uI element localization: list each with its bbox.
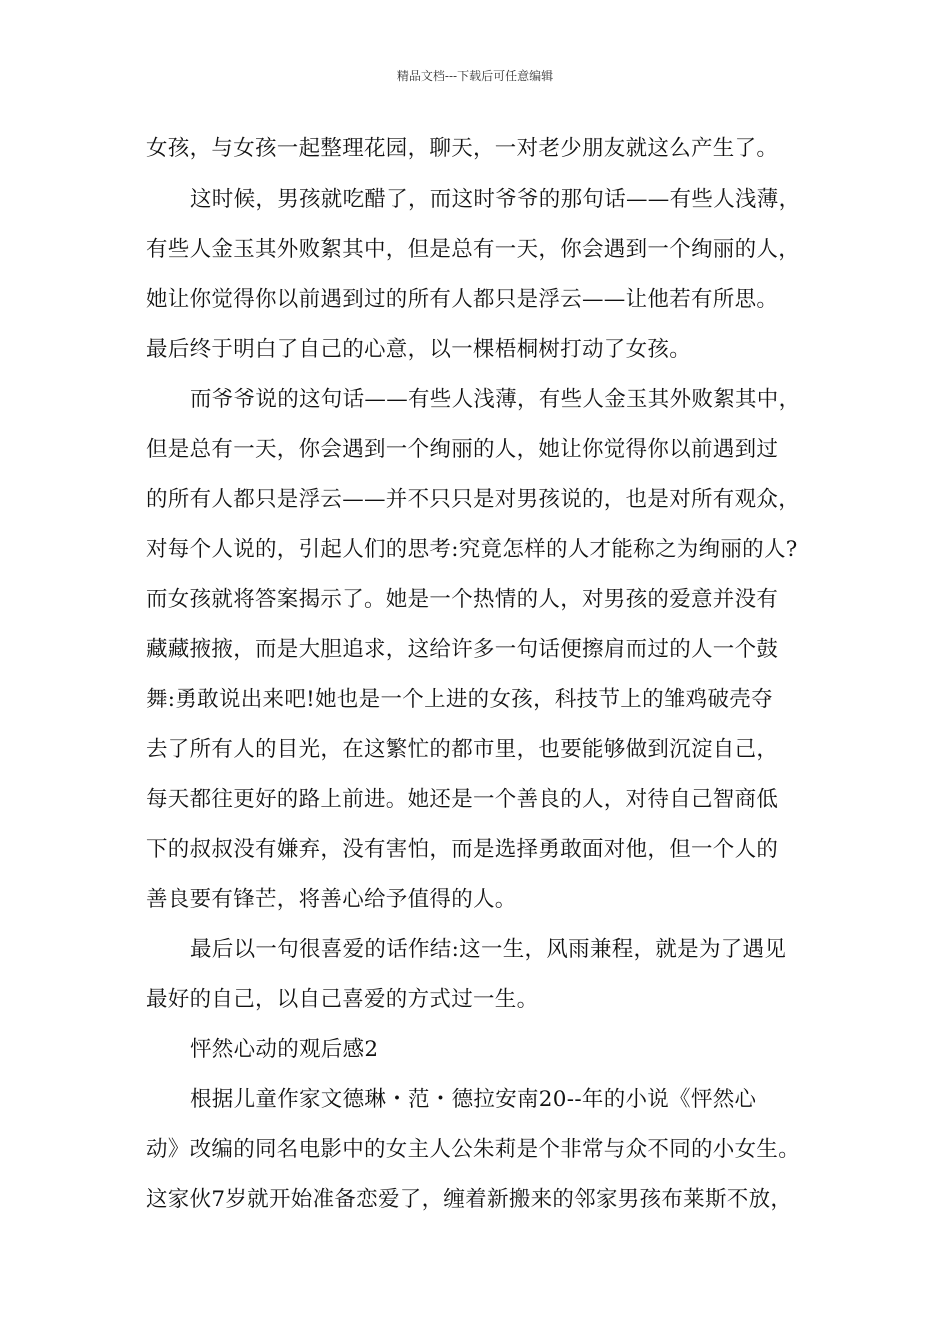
text-line: 她让你觉得你以前遇到过的所有人都只是浮云——让他若有所思。 (146, 287, 779, 312)
text-line: 对每个人说的，引起人们的思考:究竟怎样的人才能称之为绚丽的人? (146, 537, 798, 562)
text-line: 善良要有锋芒，将善心给予值得的人。 (146, 887, 517, 912)
text-line: 动》改编的同名电影中的女主人公朱莉是个非常与众不同的小女生。 (146, 1137, 801, 1162)
section-heading: 怦然心动的观后感2 (190, 1037, 379, 1062)
text-line: 的所有人都只是浮云——并不只只是对男孩说的，也是对所有观众， (146, 487, 801, 512)
text-line: 舞:勇敢说出来吧!她也是一个上进的女孩，科技节上的雏鸡破壳夺 (146, 687, 773, 712)
text-line: 去了所有人的目光，在这繁忙的都市里，也要能够做到沉淀自己， (146, 737, 779, 762)
text-line: 最后终于明白了自己的心意，以一棵梧桐树打动了女孩。 (146, 337, 692, 362)
page-header: 精品文档---下载后可任意编辑 (396, 69, 554, 83)
text-line: 女孩，与女孩一起整理花园，聊天，一对老少朋友就这么产生了。 (146, 136, 779, 161)
text-line: 下的叔叔没有嫌弃，没有害怕，而是选择勇敢面对他，但一个人的 (146, 837, 779, 862)
text-line: 但是总有一天，你会遇到一个绚丽的人，她让你觉得你以前遇到过 (146, 437, 779, 462)
text-line: 而爷爷说的这句话——有些人浅薄，有些人金玉其外败絮其中， (190, 387, 801, 412)
text-line: 有些人金玉其外败絮其中，但是总有一天，你会遇到一个绚丽的人， (146, 237, 801, 262)
text-line: 最好的自己，以自己喜爱的方式过一生。 (146, 987, 539, 1012)
text-line: 这家伙7岁就开始准备恋爱了，缠着新搬来的邻家男孩布莱斯不放， (146, 1187, 793, 1212)
text-line: 根据儿童作家文德琳・范・德拉安南20--年的小说《怦然心 (190, 1087, 757, 1112)
text-line: 藏藏掖掖，而是大胆追求，这给许多一句话便擦肩而过的人一个鼓 (146, 637, 779, 662)
text-line: 而女孩就将答案揭示了。她是一个热情的人，对男孩的爱意并没有 (146, 587, 779, 612)
text-line: 每天都往更好的路上前进。她还是一个善良的人，对待自己智商低 (146, 787, 779, 812)
text-line: 最后以一句很喜爱的话作结:这一生，风雨兼程，就是为了遇见 (190, 937, 787, 962)
text-line: 这时候，男孩就吃醋了，而这时爷爷的那句话——有些人浅薄， (190, 187, 801, 212)
